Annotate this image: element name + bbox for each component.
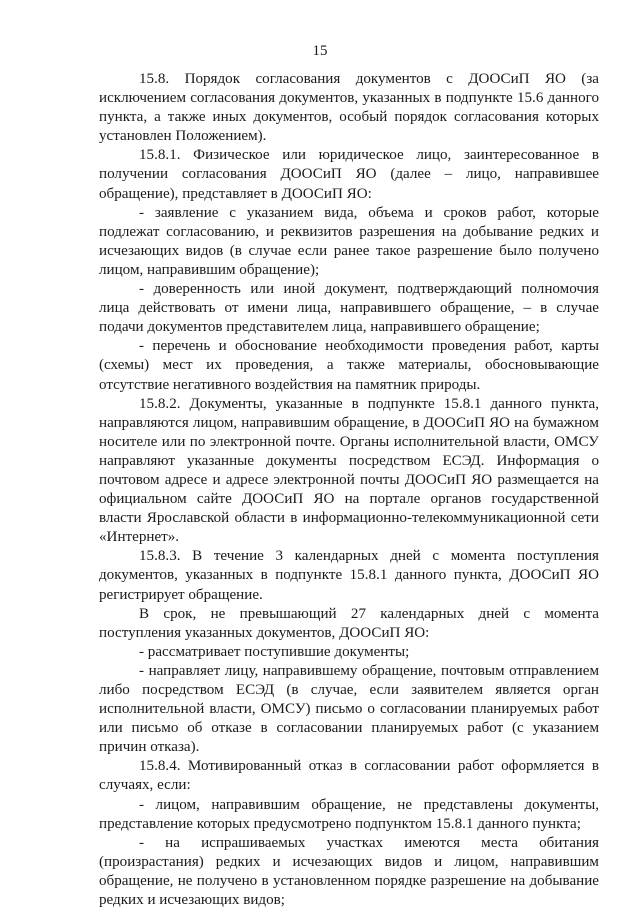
page-number: 15 xyxy=(312,43,328,59)
paragraph: 15.8.2. Документы, указанные в подпункте 15.8.1 данного пункта, направляются лицом, направившим обращение, в ДООСиП ЯО на бумажном носителе или по электронной почте. Органы исполнительной власти, ОМСУ направляют указанные документы посредством ЕСЭД. Информация о почтовом адресе и адресе электронной почты ДООСиП ЯО размещается на официальном сайте ДООСиП ЯО на портале органов государственной власти Ярославской области в информационно-телекоммуникационной сети «Интернет». xyxy=(99,395,599,546)
paragraph: - доверенность или иной документ, подтверждающий полномочия лица действовать от имени лица, направившего обращение, – в случае подачи документов представителем лица, направившего обращение; xyxy=(99,281,599,336)
paragraph: - перечень и обоснование необходимости проведения работ, карты (схемы) мест их проведения, а также материалы, обосновывающие отсутствие негативного воздействия на памятник природы. xyxy=(99,338,599,393)
paragraph: 15.8.3. В течение 3 календарных дней с момента поступления документов, указанных в подпункте 15.8.1 данного пункта, ДООСиП ЯО регистрирует обращение. xyxy=(99,548,599,603)
paragraph: - рассматривает поступившие документы; xyxy=(139,643,410,660)
paragraph: - лицом, направившим обращение, не представлены документы, представление которых предусмотрено подпунктом 15.8.1 данного пункта; xyxy=(99,796,599,832)
paragraph: В срок, не превышающий 27 календарных дней с момента поступления указанных документов, ДООСиП ЯО: xyxy=(99,605,599,641)
paragraph: 15.8.1. Физическое или юридическое лицо, заинтересованное в получении согласования ДООСиП ЯО (далее – лицо, направившее обращение), представляет в ДООСиП ЯО: xyxy=(99,147,599,202)
document-body xyxy=(99,70,599,910)
paragraph: - на испрашиваемых участках имеются места обитания (произрастания) редких и исчезающих видов и лицом, направившим обращение, не получено в установленном порядке разрешение на добывание редких и исчезающих видов; xyxy=(99,834,599,909)
paragraph: 15.8.4. Мотивированный отказ в согласовании работ оформляется в случаях, если: xyxy=(99,758,599,794)
paragraph: - направляет лицу, направившему обращение, почтовым отправлением либо посредством ЕСЭД (в случае, если заявителем является орган исполнительной власти, ОМСУ) письмо о согласовании планируемых работ или письмо об отказе в согласовании планируемых работ (с указанием причин отказа). xyxy=(99,662,599,756)
paragraph: - заявление с указанием вида, объема и сроков работ, которые подлежат согласованию, и реквизитов разрешения на добывание редких и исчезающих видов (в случае если ранее такое разрешение было получено лицом, направившим обращение); xyxy=(99,204,599,278)
paragraph: 15.8. Порядок согласования документов с ДООСиП ЯО (за исключением согласования документов, указанных в подпункте 15.6 данного пункта, а также иных документов, особый порядок согласования которых установлен Положением). xyxy=(99,71,599,145)
